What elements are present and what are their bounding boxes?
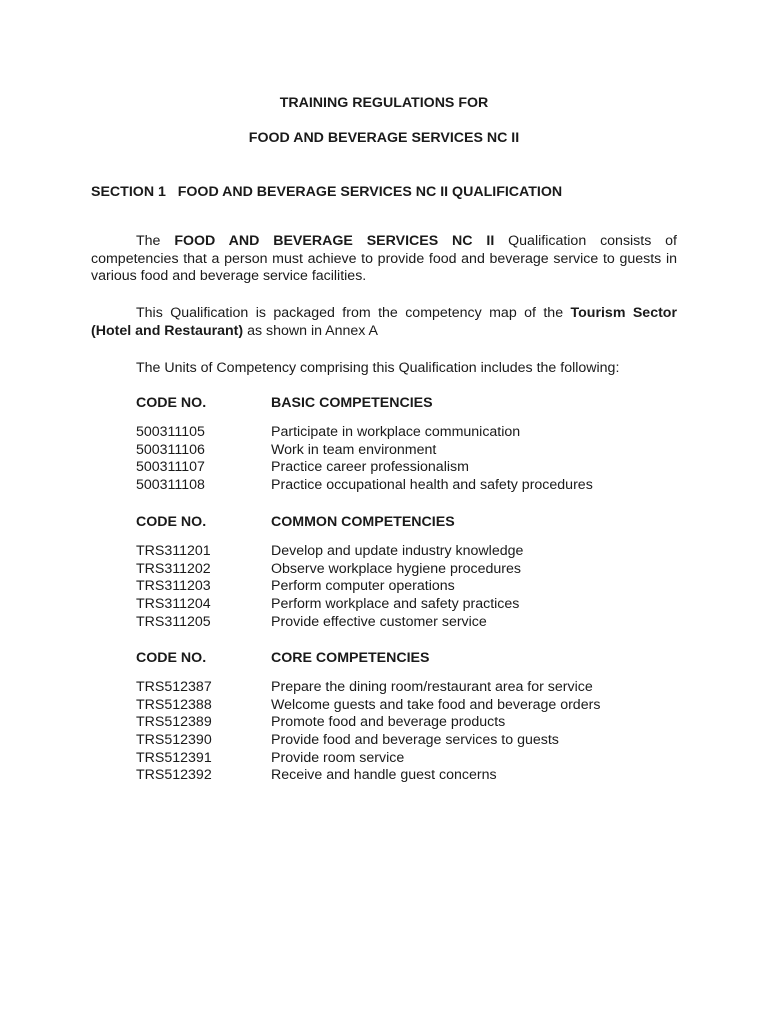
competency-row	[136, 767, 696, 785]
competency-description: Practice occupational health and safety procedures	[271, 477, 593, 494]
competency-code: 500311108	[136, 477, 205, 494]
competency-code: TRS512387	[136, 679, 212, 695]
competency-group-common	[136, 513, 696, 631]
document-title-line1: TRAINING REGULATIONS FOR	[279, 95, 489, 111]
competency-code: 500311107	[136, 459, 205, 476]
code-header: CODE NO.	[136, 650, 207, 666]
competency-code: TRS512391	[136, 749, 212, 766]
competency-list	[136, 679, 696, 785]
competency-description: Welcome guests and take food and beverage orders	[271, 696, 601, 713]
competency-code: TRS512389	[136, 714, 212, 731]
section-heading: SECTION 1 FOOD AND BEVERAGE SERVICES NC II QUALIFICATION	[91, 184, 563, 200]
code-header: CODE NO.	[136, 395, 207, 411]
para1-suffix: Qualification consists of competencies that a person must achieve to provide food and beverage service to guests in various food and beverage service facilities.	[91, 233, 678, 285]
competency-description: Provide effective customer service	[271, 613, 487, 630]
competency-row	[136, 477, 696, 495]
competency-code: TRS311205	[136, 613, 211, 630]
paragraph-qualification-intro	[91, 233, 677, 286]
competency-code: 500311105	[136, 424, 205, 440]
competency-description: Participate in workplace communication	[271, 424, 521, 440]
paragraph-competency-map	[91, 305, 677, 340]
competency-row	[136, 750, 696, 768]
competency-code: TRS512388	[136, 696, 212, 713]
competency-code: TRS512390	[136, 732, 212, 749]
competency-code: TRS512392	[136, 767, 212, 784]
competency-description: Provide food and beverage services to guests	[271, 732, 559, 749]
competency-row	[136, 596, 696, 614]
competency-list	[136, 543, 696, 631]
competency-description: Promote food and beverage products	[271, 714, 506, 731]
competency-description: Observe workplace hygiene procedures	[271, 560, 521, 577]
para2-bold: Tourism Sector (Hotel and Restaurant)	[91, 305, 677, 339]
competency-row	[136, 578, 696, 596]
para2-suffix: as shown in Annex A	[243, 322, 379, 339]
competency-description: Develop and update industry knowledge	[271, 543, 524, 559]
competency-description: Perform workplace and safety practices	[271, 596, 520, 613]
competency-row	[136, 732, 696, 750]
competency-row	[136, 561, 696, 579]
competency-group-core	[136, 649, 696, 785]
competency-description: Provide room service	[271, 749, 405, 766]
para1-prefix: The	[136, 233, 175, 249]
document-title-line2: FOOD AND BEVERAGE SERVICES NC II	[248, 130, 520, 146]
competency-row	[136, 442, 696, 460]
competency-code: 500311106	[136, 441, 205, 458]
competency-row	[136, 614, 696, 632]
para2-prefix: This Qualification is packaged from the competency map of the	[136, 305, 571, 321]
competency-description: Perform computer operations	[271, 578, 455, 595]
competency-description: Prepare the dining room/restaurant area for service	[271, 679, 593, 695]
competency-group-header	[136, 394, 696, 412]
competency-code: TRS311203	[136, 578, 211, 595]
group-title: CORE COMPETENCIES	[271, 650, 430, 666]
competency-row	[136, 459, 696, 477]
competency-row	[136, 697, 696, 715]
competency-group-header	[136, 513, 696, 531]
competency-group-header	[136, 649, 696, 667]
competency-row	[136, 543, 696, 561]
competency-description: Practice career professionalism	[271, 459, 469, 476]
competency-list	[136, 424, 696, 495]
competency-row	[136, 679, 696, 697]
group-title: COMMON COMPETENCIES	[271, 514, 455, 530]
competency-description: Receive and handle guest concerns	[271, 767, 497, 784]
para1-bold: FOOD AND BEVERAGE SERVICES NC II	[174, 233, 495, 249]
competency-row	[136, 714, 696, 732]
competency-code: TRS311204	[136, 596, 211, 613]
code-header: CODE NO.	[136, 514, 207, 530]
competency-group-basic	[136, 394, 696, 495]
competency-code: TRS311202	[136, 560, 211, 577]
competency-description: Work in team environment	[271, 441, 437, 458]
group-title: BASIC COMPETENCIES	[271, 395, 433, 411]
competency-row	[136, 424, 696, 442]
competency-code: TRS311201	[136, 543, 211, 559]
paragraph-units-intro: The Units of Competency comprising this Qualification includes the following:	[136, 360, 620, 376]
